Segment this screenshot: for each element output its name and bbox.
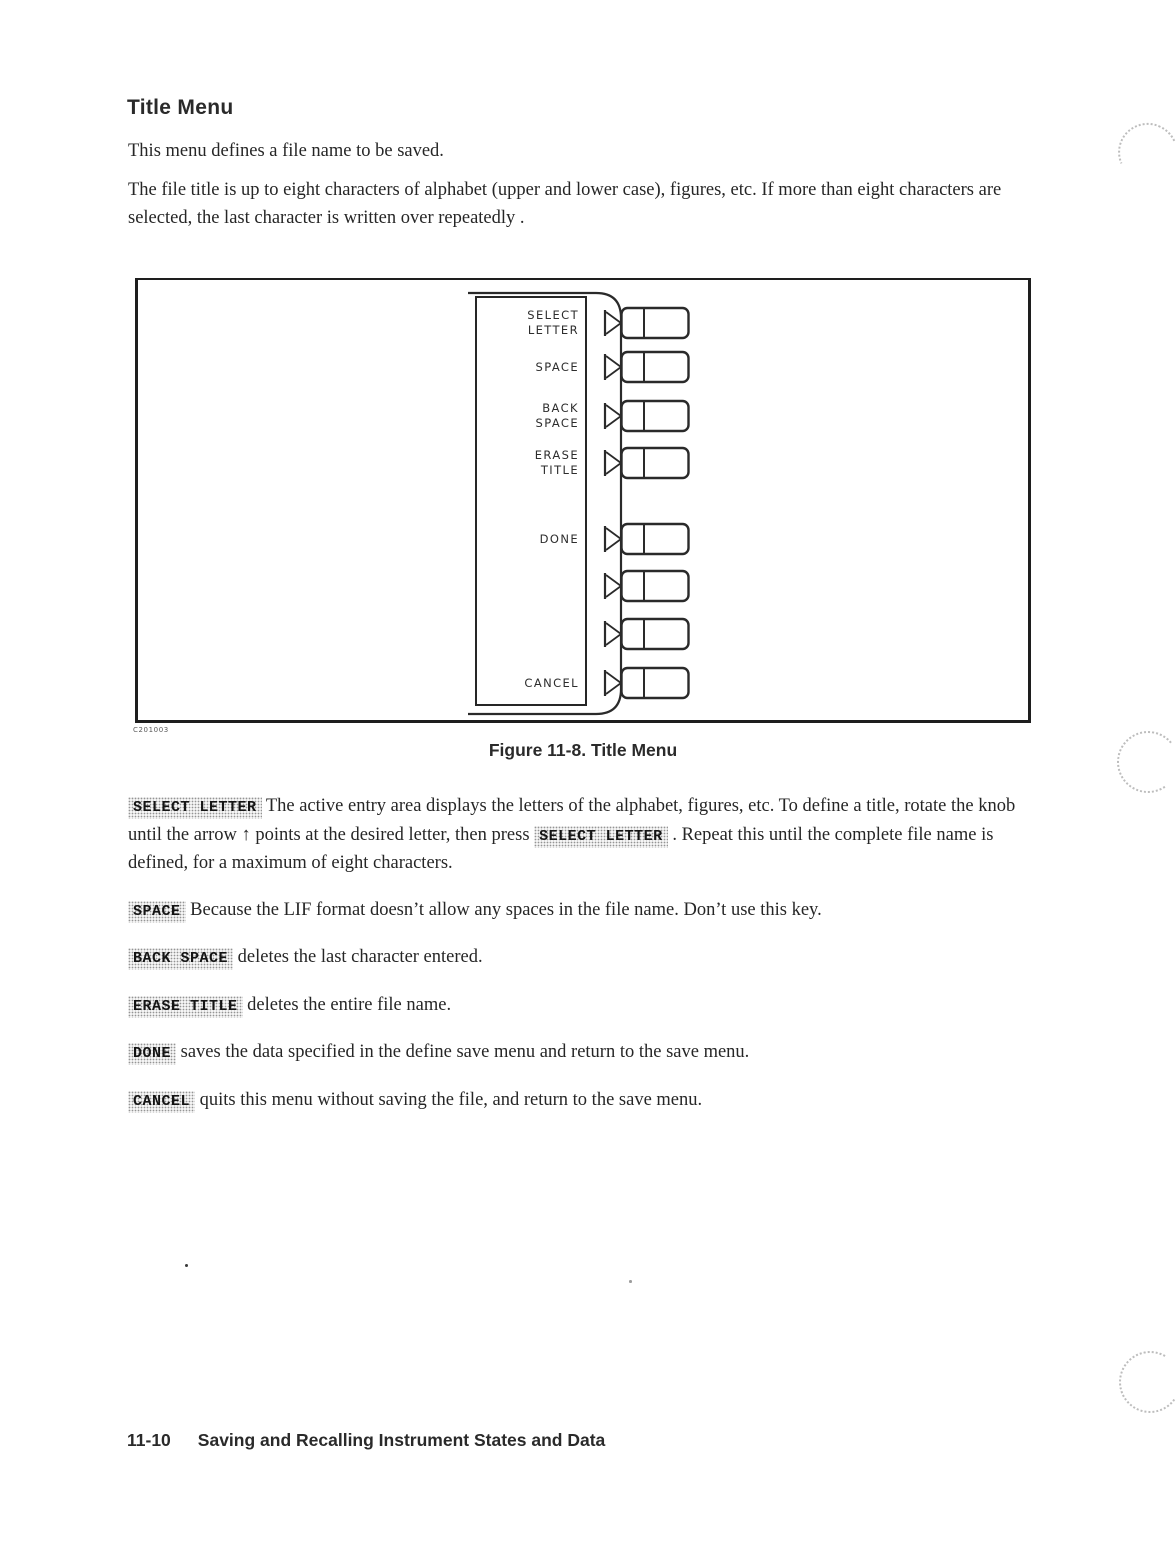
figure-artifact-code: C201003 (133, 726, 169, 734)
softkey-name-badge: CANCEL (128, 1091, 195, 1113)
softkey-label-back-space: BACK SPACE (535, 401, 579, 430)
softkey-button-done (599, 520, 694, 558)
softkey-name-badge: SELECT LETTER (534, 826, 668, 848)
softkey-name-badge: SPACE (128, 901, 186, 923)
softkey-button-back-space (599, 397, 694, 435)
definition-back-space: BACK SPACE deletes the last character entered. (128, 944, 1048, 973)
scan-arc-artifact-top (1109, 114, 1176, 191)
scan-arc-artifact-middle (1113, 727, 1176, 797)
figure-title-menu (135, 278, 1031, 723)
softkey-button-softkey-7 (599, 615, 694, 653)
softkey-label-done: DONE (539, 531, 579, 546)
definition-cancel: CANCEL quits this menu without saving the file, and return to the save menu. (128, 1087, 1048, 1116)
softkey-label-panel (475, 296, 587, 706)
footer-section-title: Saving and Recalling Instrument States and Data (197, 1430, 606, 1450)
softkey-label-erase-title: ERASE TITLE (534, 448, 579, 477)
softkey-name-badge: ERASE TITLE (128, 996, 243, 1018)
softkey-label-select-letter: SELECT LETTER (527, 308, 579, 337)
softkey-label-space: SPACE (535, 359, 579, 374)
definition-erase-title: ERASE TITLE deletes the entire file name. (128, 992, 1048, 1021)
softkey-button-space (599, 348, 694, 386)
softkey-label-cancel: CANCEL (524, 675, 579, 690)
softkey-name-badge: SELECT LETTER (128, 797, 262, 819)
intro-paragraph-1: This menu defines a file name to be saved. (128, 141, 444, 161)
page-title: Title Menu (127, 96, 234, 119)
definition-done: DONE saves the data specified in the define save menu and return to the save menu. (128, 1039, 1048, 1068)
softkey-definitions (128, 793, 1048, 1134)
softkey-name-badge: BACK SPACE (128, 948, 233, 970)
softkey-name-badge: DONE (128, 1043, 176, 1065)
softkey-button-select-letter (599, 304, 694, 342)
softkey-button-erase-title (599, 444, 694, 482)
page-footer (127, 1430, 605, 1451)
footer-page-number: 11-10 (127, 1430, 171, 1450)
definition-select-letter: SELECT LETTER The active entry area displays the letters of the alphabet, figures, etc. To define a title, rotate the knob until the arrow ↑ points at the desired letter, then press SELECT LETTER . Repeat this until the complete file name is defined, for a maximum of eight characters. (128, 796, 1016, 873)
scan-arc-artifact-bottom (1113, 1345, 1176, 1419)
softkey-button-softkey-6 (599, 567, 694, 605)
intro-paragraph-2: The file title is up to eight characters of alphabet (upper and lower case), figures, etc. If more than eight characters are selected, the last character is written over repeatedly . (128, 180, 1002, 228)
scan-speck (185, 1264, 188, 1267)
figure-caption: Figure 11-8. Title Menu (488, 740, 678, 760)
scan-speck (629, 1280, 632, 1283)
definition-space: SPACE Because the LIF format doesn’t allow any spaces in the file name. Don’t use this key. (128, 897, 1048, 926)
softkey-button-cancel (599, 664, 694, 702)
